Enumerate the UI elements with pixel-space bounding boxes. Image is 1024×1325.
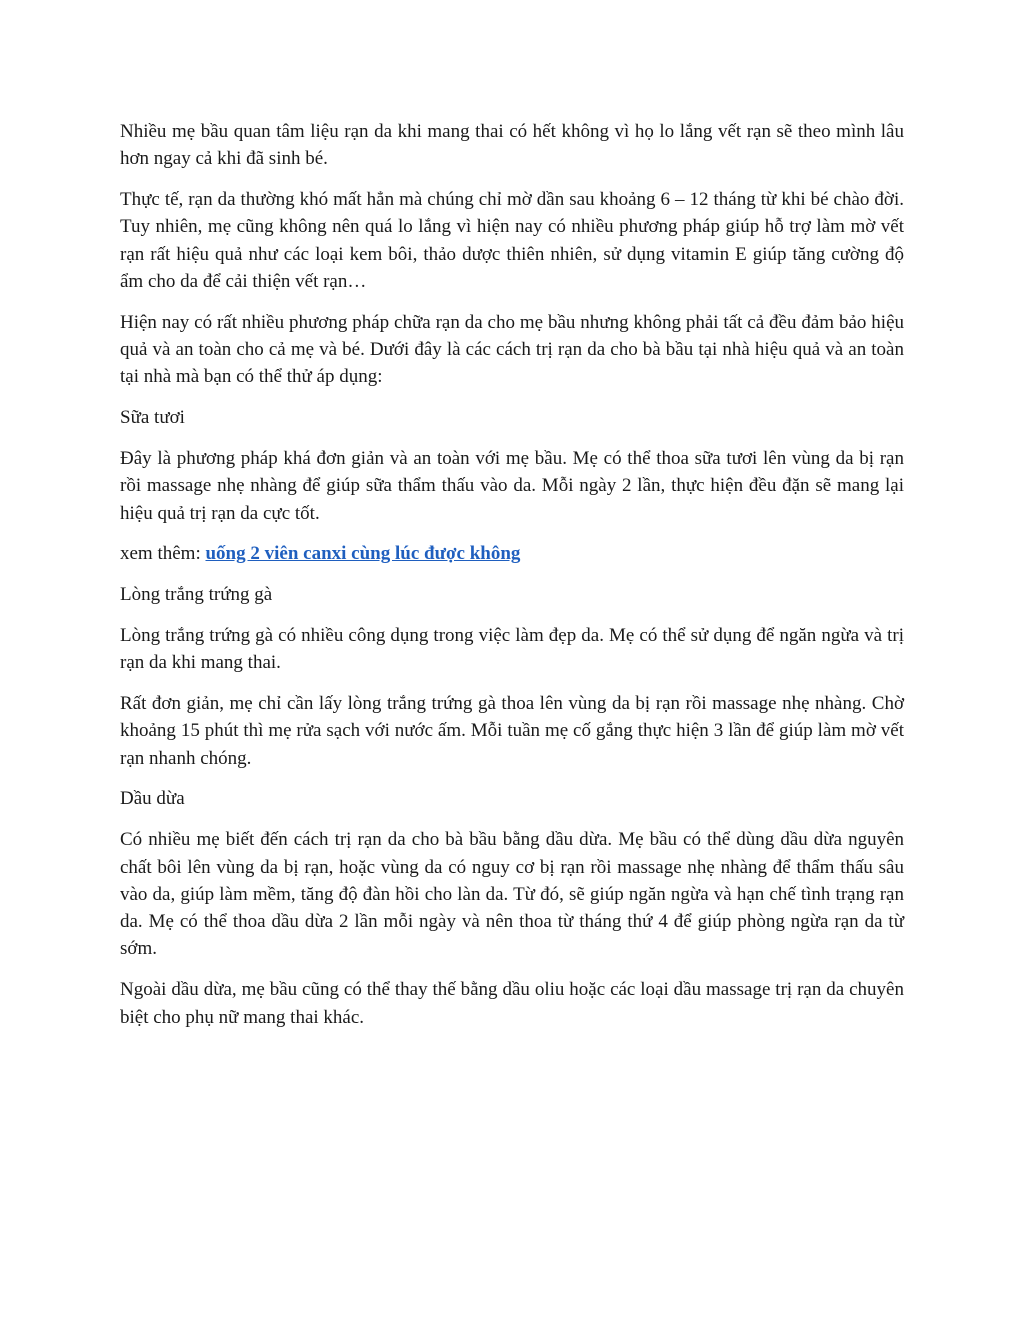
paragraph-fact: Thực tế, rạn da thường khó mất hẳn mà chúng chỉ mờ dần sau khoảng 6 – 12 tháng từ khi bé chào đời. Tuy nhiên, mẹ cũng không nên quá lo lắng vì hiện nay có nhiều phương pháp giúp hỗ trợ làm mờ vết rạn rất hiệu quả như các loại kem bôi, thảo dược thiên nhiên, sử dụng vitamin E giúp tăng cường độ ẩm cho da để cải thiện vết rạn… <box>120 189 904 292</box>
paragraph-coconut-oil: Có nhiều mẹ biết đến cách trị rạn da cho bà bầu bằng dầu dừa. Mẹ bầu có thể dùng dầu dừa nguyên chất bôi lên vùng da bị rạn, hoặc vùng da có nguy cơ bị rạn rồi massage nhẹ nhàng để thẩm thấu sâu vào da, giúp làm mềm, tăng độ đàn hồi cho làn da. Từ đó, sẽ giúp ngăn ngừa và hạn chế tình trạng rạn da. Mẹ có thể thoa dầu dừa 2 lần mỗi ngày và nên thoa từ tháng thứ 4 để giúp phòng ngừa rạn da từ sớm. <box>120 829 904 960</box>
paragraph-alternatives: Ngoài dầu dừa, mẹ bầu cũng có thể thay thế bằng dầu oliu hoặc các loại dầu massage trị rạn da chuyên biệt cho phụ nữ mang thai khác. <box>120 979 904 1028</box>
see-also <box>120 540 904 567</box>
heading-fresh-milk: Sữa tươi <box>120 407 185 429</box>
paragraph-egg-white-benefits: Lòng trắng trứng gà có nhiều công dụng trong việc làm đẹp da. Mẹ có thể sử dụng để ngăn ngừa và trị rạn da khi mang thai. <box>120 624 904 674</box>
document-page <box>120 118 904 1044</box>
see-also-link[interactable]: uống 2 viên canxi cùng lúc được không <box>205 543 521 565</box>
heading-egg-white: Lòng trắng trứng gà <box>120 584 273 606</box>
paragraph-methods: Hiện nay có rất nhiều phương pháp chữa rạn da cho mẹ bầu nhưng không phải tất cả đều đảm bảo hiệu quả và an toàn cho cả mẹ và bé. Dưới đây là các cách trị rạn da cho bà bầu tại nhà hiệu quả và an toàn tại nhà mà bạn có thể thử áp dụng: <box>120 311 904 388</box>
heading-coconut-oil: Dầu dừa <box>120 788 185 810</box>
paragraph-intro: Nhiều mẹ bầu quan tâm liệu rạn da khi mang thai có hết không vì họ lo lắng vết rạn sẽ theo mình lâu hơn ngay cả khi đã sinh bé. <box>120 121 904 170</box>
see-also-prefix: xem thêm: <box>120 543 206 565</box>
paragraph-egg-white-howto: Rất đơn giản, mẹ chỉ cần lấy lòng trắng trứng gà thoa lên vùng da bị rạn rồi massage nhẹ nhàng. Chờ khoảng 15 phút thì mẹ rửa sạch với nước ấm. Mỗi tuần mẹ cố gắng thực hiện 3 lần để giúp làm mờ vết rạn nhanh chóng. <box>120 693 904 769</box>
paragraph-fresh-milk: Đây là phương pháp khá đơn giản và an toàn với mẹ bầu. Mẹ có thể thoa sữa tươi lên vùng da bị rạn rồi massage nhẹ nhàng để giúp sữa thẩm thấu vào da. Mỗi ngày 2 lần, thực hiện đều đặn sẽ mang lại hiệu quả trị rạn da cực tốt. <box>120 447 904 524</box>
